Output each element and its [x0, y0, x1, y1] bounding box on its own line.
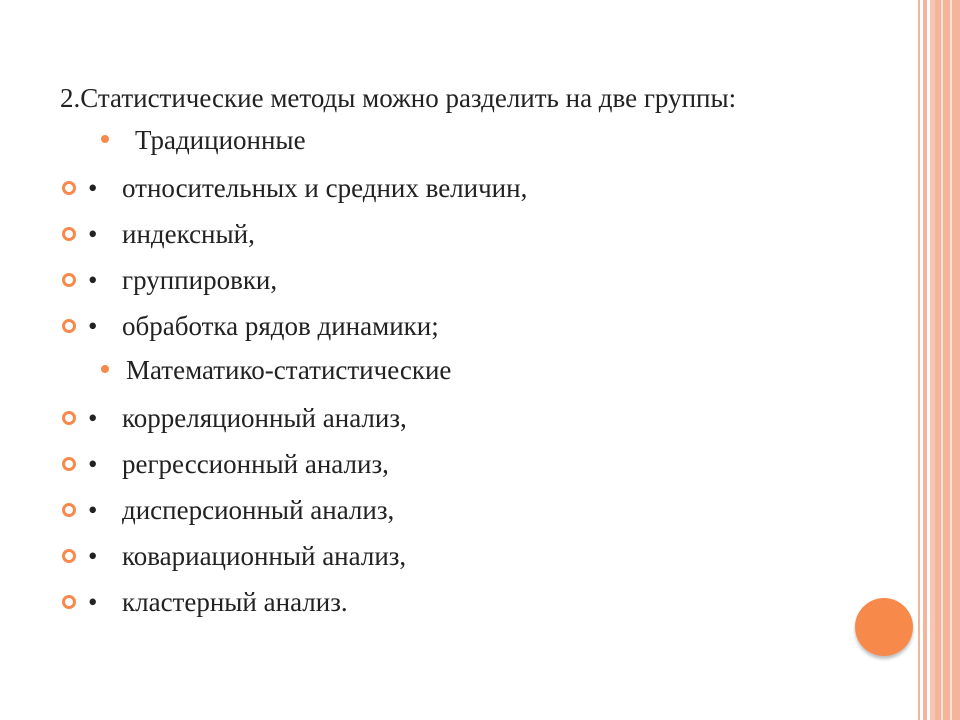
list-item-text: группировки, — [122, 265, 278, 295]
group-label: Математико-статистические — [126, 355, 452, 385]
list-item-text: ковариационный анализ, — [122, 541, 407, 571]
list-item — [0, 170, 700, 206]
list-item — [0, 538, 700, 574]
ring-bullet-icon — [62, 503, 76, 517]
list-item-text: относительных и средних величин, — [122, 173, 528, 203]
ring-bullet-icon — [62, 411, 76, 425]
list-item — [0, 584, 700, 620]
list-item — [0, 446, 700, 482]
ring-bullet-icon — [62, 273, 76, 287]
bullet-glyph: • — [88, 495, 98, 525]
bullet-glyph: • — [88, 311, 98, 341]
list-item-text: кластерный анализ. — [122, 587, 348, 617]
group-label: Традиционные — [135, 125, 306, 155]
decorative-stripe — [935, 0, 960, 720]
list-item-text: индексный, — [122, 219, 255, 249]
bullet-glyph: • — [88, 449, 98, 479]
orange-bullet-icon — [101, 365, 109, 373]
list-item — [0, 400, 700, 436]
ring-bullet-icon — [62, 319, 76, 333]
list-item-text: регрессионный анализ, — [122, 449, 389, 479]
decorative-stripe — [923, 0, 927, 720]
bullet-glyph: • — [88, 587, 98, 617]
ring-bullet-icon — [62, 181, 76, 195]
ring-bullet-icon — [62, 595, 76, 609]
orange-bullet-icon — [101, 135, 109, 143]
bullet-glyph: • — [88, 219, 98, 249]
orange-circle-icon — [855, 598, 913, 656]
list-item — [0, 308, 700, 344]
bullet-glyph: • — [88, 541, 98, 571]
list-item — [0, 492, 700, 528]
decorative-stripe — [918, 0, 920, 720]
slide-heading: 2.Статистические методы можно разделить на две группы: — [60, 83, 737, 113]
ring-bullet-icon — [62, 549, 76, 563]
list-item — [0, 216, 700, 252]
group-traditional — [0, 122, 600, 158]
ring-bullet-icon — [62, 457, 76, 471]
decorative-stripe — [950, 0, 952, 720]
bullet-glyph: • — [88, 403, 98, 433]
bullet-glyph: • — [88, 173, 98, 203]
ring-bullet-icon — [62, 227, 76, 241]
decorative-stripe — [941, 0, 943, 720]
group-math-stat — [0, 352, 700, 388]
bullet-glyph: • — [88, 265, 98, 295]
list-item-text: корреляционный анализ, — [122, 403, 407, 433]
list-item-text: дисперсионный анализ, — [122, 495, 395, 525]
list-item — [0, 262, 700, 298]
list-item-text: обработка рядов динамики; — [122, 311, 439, 341]
